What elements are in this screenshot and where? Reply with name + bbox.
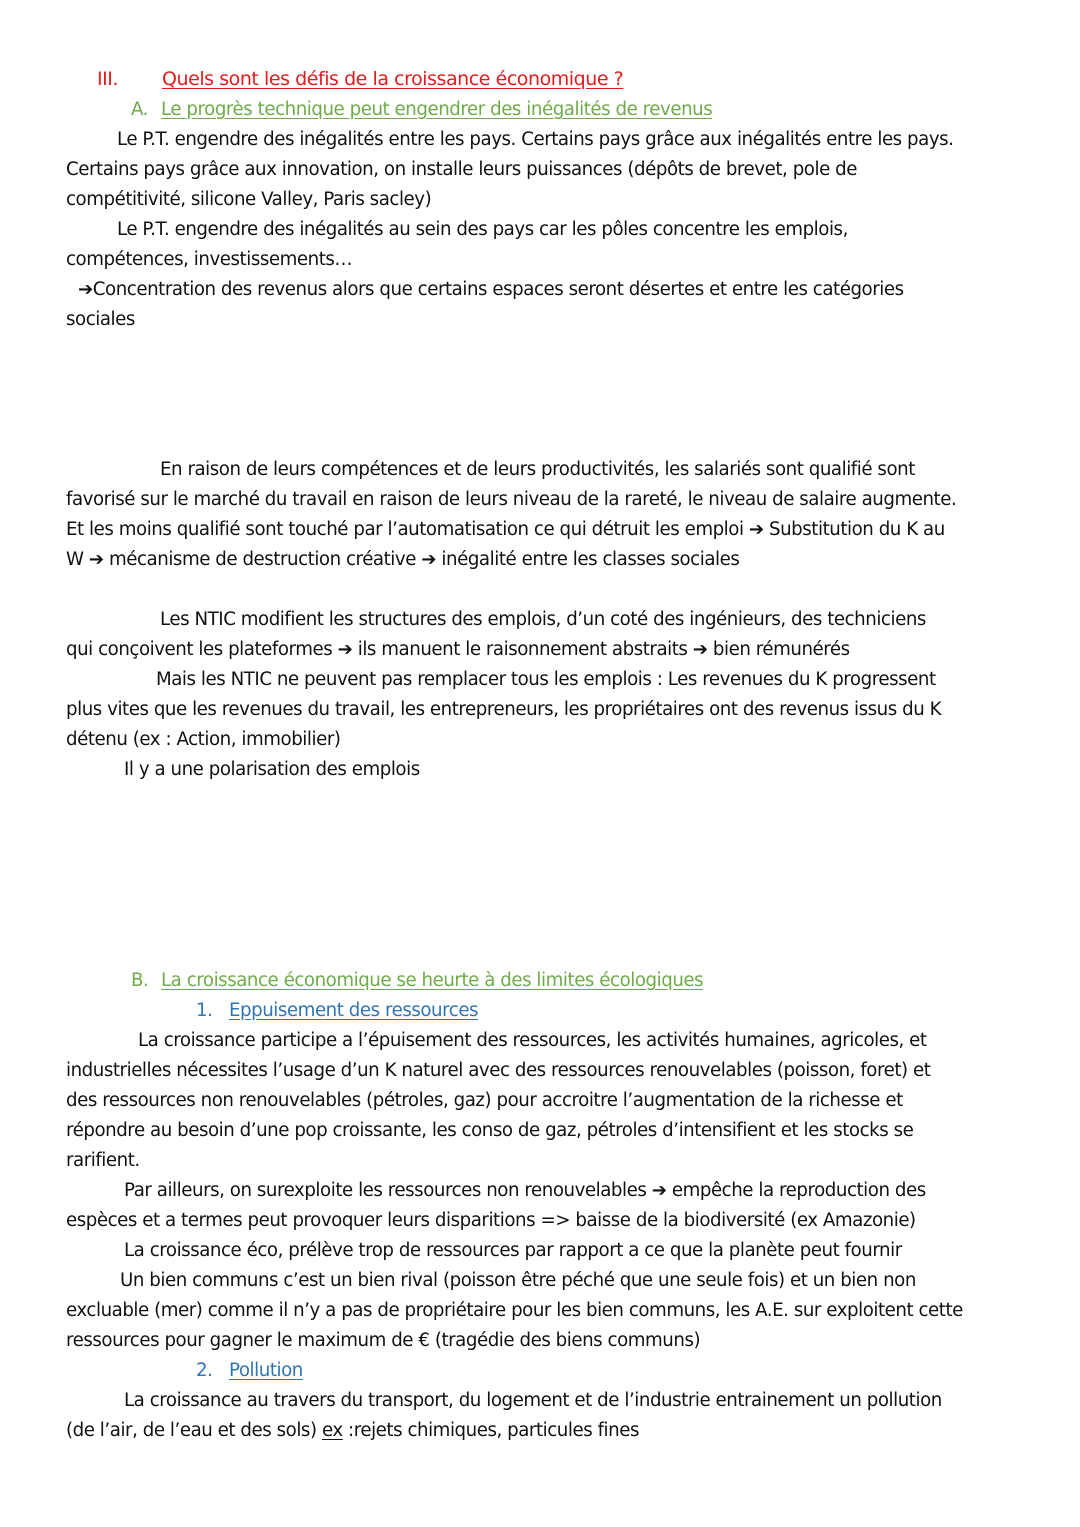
paragraph-line: W ➔ mécanisme de destruction créative ➔ inégalité entre les classes sociales [66, 549, 740, 570]
section-iii-number: III. [97, 68, 119, 90]
paragraph-line: Un bien communs c’est un bien rival (poisson être péché que une seule fois) et un bien non [120, 1270, 916, 1291]
paragraph-line: plus vites que les revenues du travail, les entrepreneurs, les propriétaires ont des revenus issus du K [66, 699, 942, 720]
paragraph-line: industrielles nécessites l’usage d’un K naturel avec des ressources renouvelables (poisson, foret) et [66, 1060, 931, 1081]
text-segment: :rejets chimiques, particules fines [342, 1420, 639, 1441]
paragraph-line: sociales [66, 309, 135, 330]
paragraph-line: La croissance éco, prélève trop de ressources par rapport a ce que la planète peut fournir [124, 1240, 902, 1261]
paragraph-line: détenu (ex : Action, immobilier) [66, 729, 341, 750]
paragraph-line: Il y a une polarisation des emplois [124, 759, 420, 780]
paragraph-line: compétitivité, silicone Valley, Paris sacley) [66, 189, 432, 210]
paragraph-line: Le P.T. engendre des inégalités au sein des pays car les pôles concentre les emplois, [117, 219, 848, 240]
paragraph-line: La croissance au travers du transport, du logement et de l’industrie entrainement un pollution [124, 1390, 942, 1411]
paragraph-line [66, 1416, 639, 1446]
subsection-1-number: 1. [196, 1000, 213, 1021]
paragraph-line: Certains pays grâce aux innovation, on installe leurs puissances (dépôts de brevet, pole de [66, 159, 857, 180]
subsection-2-heading [196, 1356, 303, 1386]
paragraph-line: Par ailleurs, on surexploite les ressources non renouvelables ➔ empêche la reproduction des [124, 1180, 926, 1201]
paragraph-line: Mais les NTIC ne peuvent pas remplacer tous les emplois : Les revenues du K progressent [156, 669, 936, 690]
subsection-1-title: Eppuisement des ressources [229, 1000, 479, 1021]
paragraph-line: La croissance participe a l’épuisement des ressources, les activités humaines, agricoles, et [138, 1030, 927, 1051]
paragraph-line: En raison de leurs compétences et de leurs productivités, les salariés sont qualifié sont [160, 459, 915, 480]
paragraph-line: rarifient. [66, 1150, 140, 1171]
section-a-number: A. [131, 99, 149, 120]
paragraph-line: Le P.T. engendre des inégalités entre les pays. Certains pays grâce aux inégalités entre les pays. [117, 129, 954, 150]
paragraph-line: compétences, investissements… [66, 249, 353, 270]
paragraph-line: favorisé sur le marché du travail en raison de leurs niveau de la rareté, le niveau de salaire augmente. [66, 489, 957, 510]
subsection-1-heading [196, 996, 478, 1026]
paragraph-line: Les NTIC modifient les structures des emplois, d’un coté des ingénieurs, des techniciens [160, 609, 926, 630]
subsection-2-number: 2. [196, 1360, 213, 1381]
section-a-title: Le progrès technique peut engendrer des inégalités de revenus [161, 99, 713, 120]
paragraph-line-arrow: ➔Concentration des revenus alors que certains espaces seront désertes et entre les catégories [78, 279, 904, 300]
section-b-title: La croissance économique se heurte à des limites écologiques [161, 970, 704, 991]
paragraph-line: espèces et a termes peut provoquer leurs disparitions => baisse de la biodiversité (ex Amazonie) [66, 1210, 916, 1231]
section-iii-heading [97, 64, 623, 94]
paragraph-line: ressources pour gagner le maximum de € (tragédie des biens communs) [66, 1330, 701, 1351]
text-segment: (de l’air, de l’eau et des sols) [66, 1420, 317, 1441]
paragraph-line: qui conçoivent les plateformes ➔ ils manuent le raisonnement abstraits ➔ bien rémunérés [66, 639, 850, 660]
paragraph-line: des ressources non renouvelables (pétroles, gaz) pour accroitre l’augmentation de la richesse et [66, 1090, 903, 1111]
section-iii-title: Quels sont les défis de la croissance économique ? [162, 68, 624, 90]
example-label: ex [321, 1420, 343, 1441]
section-b-number: B. [131, 970, 149, 991]
section-a-heading [131, 95, 712, 125]
section-b-heading [131, 966, 703, 996]
paragraph-line: excluable (mer) comme il n’y a pas de propriétaire pour les bien communs, les A.E. sur exploitent cette [66, 1300, 963, 1321]
subsection-2-title: Pollution [229, 1360, 303, 1381]
paragraph-line: répondre au besoin d’une pop croissante, les conso de gaz, pétroles d’intensifient et les stocks se [66, 1120, 914, 1141]
paragraph-line: Et les moins qualifié sont touché par l’automatisation ce qui détruit les emploi ➔ Substitution du K au [66, 519, 945, 540]
